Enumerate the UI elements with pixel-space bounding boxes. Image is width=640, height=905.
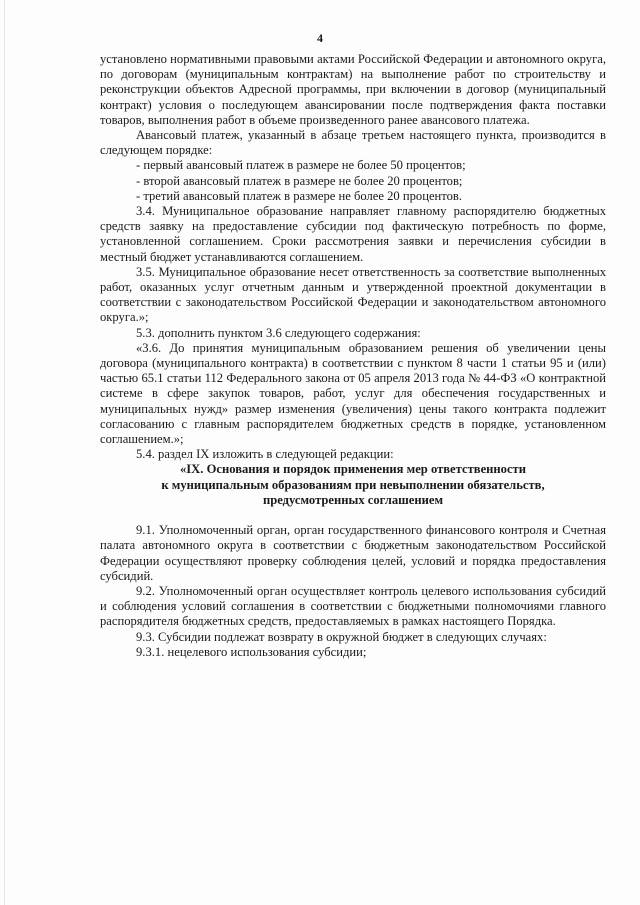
scan-edge	[4, 0, 5, 905]
section-heading-line: предусмотренных соглашением	[262, 492, 444, 507]
paragraph: 5.4. раздел IX изложить в следующей редакции:	[136, 447, 394, 462]
paragraph: 9.3. Субсидии подлежат возврату в окружной бюджет в следующих случаях:	[136, 629, 547, 644]
paragraph: 5.3. дополнить пунктом 3.6 следующего содержания:	[136, 325, 421, 340]
list-item: - второй авансовый платеж в размере не более 20 процентов;	[136, 173, 463, 188]
paragraph: установлено нормативными правовыми актами Российской Федерации и автономного округа, по договорам (муниципальным контрактам) на выполнение работ по строительству и реконструкции объектов Адресной программы, при включении в договор (муниципальный контракт) условия о последующем авансировании после подтверждения факта поставки товаров, выполнения работ в объеме произведенного ранее авансового платежа.	[100, 52, 606, 127]
section-heading-line: «IX. Основания и порядок применения мер ответственности	[179, 462, 526, 477]
paragraph: «3.6. До принятия муниципальным образованием решения об увеличении цены договора (муниципального контракта) в соответствии с пунктом 8 части 1 статьи 95 и (или) частью 65.1 статьи 112 Федерального закона от 05 апреля 2013 года № 44-ФЗ «О контрактной системе в сфере закупок товаров, работ, услуг для обеспечения государственных и муниципальных нужд» размер изменения (увеличения) цены такого контракта подлежит согласованию с главным распорядителем бюджетных средств в порядке, установленном соглашением.»;	[100, 340, 606, 447]
list-item: - первый авансовый платеж в размере не более 50 процентов;	[136, 158, 466, 173]
list-item: - третий авансовый платеж в размере не более 20 процентов.	[136, 188, 463, 203]
document-body	[100, 52, 606, 660]
paragraph: Авансовый платеж, указанный в абзаце третьем настоящего пункта, производится в следующем порядке:	[100, 128, 606, 158]
section-heading-line: к муниципальным образованиям при невыполнении обязательств,	[161, 477, 545, 492]
paragraph: 9.3.1. нецелевого использования субсидии;	[136, 644, 367, 659]
paragraph: 9.1. Уполномоченный орган, орган государственного финансового контроля и Счетная палата автономного округа в соответствии с бюджетным законодательством Российской Федерации осуществляют проверку соблюдения целей, условий и порядка предоставления субсидий.	[100, 523, 606, 583]
paragraph: 3.5. Муниципальное образование несет ответственность за соответствие выполненных работ, оказанных услуг отчетным данным и утвержденной проектной документации в соответствии с законодательством Российской Федерации и законодательством автономного округа.»;	[100, 264, 606, 325]
paragraph: 9.2. Уполномоченный орган осуществляет контроль целевого использования субсидий и соблюдения условий соглашения в соответствии с бюджетными полномочиями главного распорядителя бюджетных средств, предоставляемых в рамках настоящего Порядка.	[100, 583, 606, 629]
page-number: 4	[317, 31, 323, 45]
spacer	[100, 508, 606, 523]
paragraph: 3.4. Муниципальное образование направляет главному распорядителю бюджетных средств заявку на предоставление субсидии под фактическую потребность по форме, установленной соглашением. Сроки рассмотрения заявки и перечисления субсидии в местный бюджет устанавливаются соглашением.	[100, 204, 606, 264]
